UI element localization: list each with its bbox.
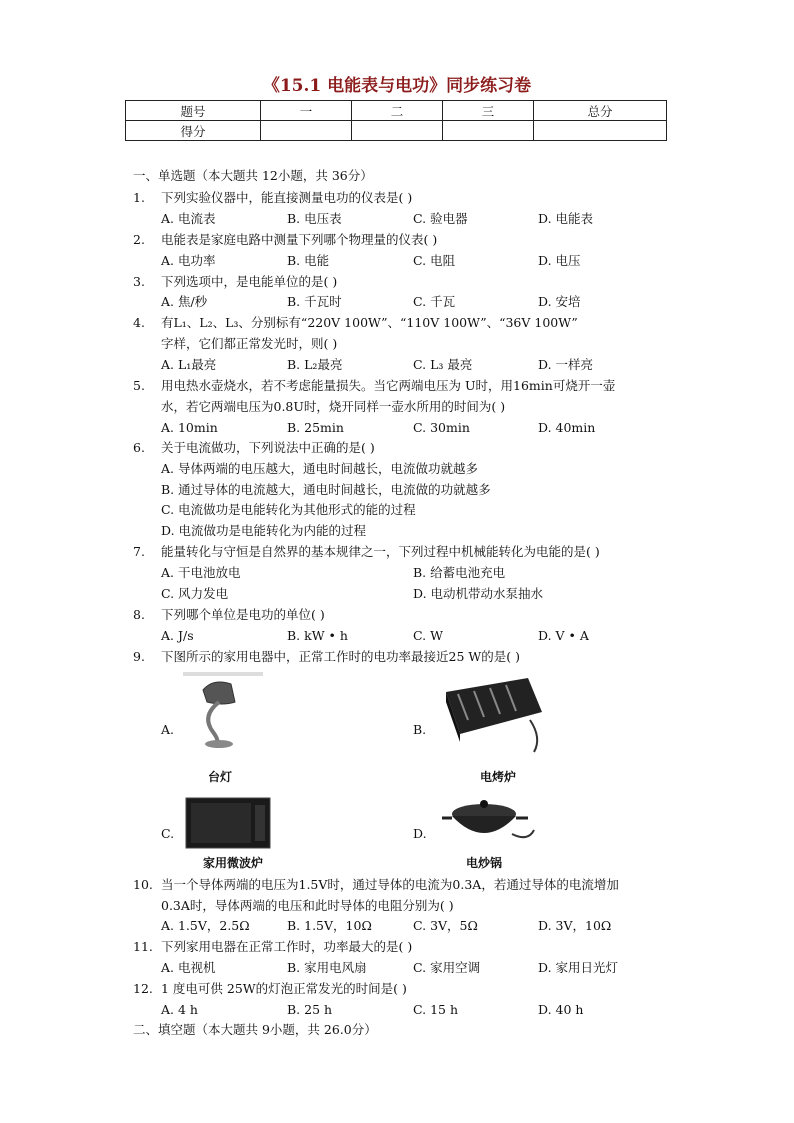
question-number: 11. <box>133 939 153 954</box>
option-b: B. 电压表 <box>287 211 342 226</box>
option-a: A. 电功率 <box>161 253 216 268</box>
question-text: 下图所示的家用电器中，正常工作时的电功率最接近25 W的是( ) <box>161 649 520 664</box>
question-number: 3. <box>133 274 145 289</box>
score-cell <box>534 121 667 141</box>
electric-oven-image <box>438 672 546 761</box>
option-d: D. 40min <box>538 420 596 435</box>
score-cell <box>443 121 534 141</box>
caption-desk-lamp: 台灯 <box>208 770 233 784</box>
score-row-label: 得分 <box>126 121 261 141</box>
option-b: B. L₂最亮 <box>287 357 343 372</box>
question-text: 关于电流做功，下列说法中正确的是( ) <box>161 440 375 455</box>
question-text-continued: 0.3A时，导体两端的电压和此时导体的电阻分别为( ) <box>161 898 454 913</box>
caption-microwave: 家用微波炉 <box>203 856 264 870</box>
option-a: A. 10min <box>161 420 218 435</box>
option-d: D. 电动机带动水泵抽水 <box>413 586 544 601</box>
score-cell <box>261 121 352 141</box>
option-a: A. <box>161 722 175 737</box>
option-a: A. 导体两端的电压越大，通电时间越长，电流做功就越多 <box>161 461 478 476</box>
option-d: D. 3V，10Ω <box>538 918 612 933</box>
option-b: B. 家用电风扇 <box>287 960 367 975</box>
option-c: C. 电流做功是电能转化为其他形式的能的过程 <box>161 502 416 517</box>
option-b: B. <box>413 722 427 737</box>
score-header-cell: 题号 <box>126 101 261 121</box>
question-text: 下列哪个单位是电功的单位( ) <box>161 607 325 622</box>
option-c: C. 风力发电 <box>161 586 229 601</box>
option-b: B. 25 h <box>287 1002 333 1017</box>
option-c: C. L₃ 最亮 <box>413 357 473 372</box>
question-text: 有L₁、L₂、L₃、分别标有“220V 100W”、“110V 100W”、“36V 100W” <box>161 315 578 330</box>
option-d: D. 电能表 <box>538 211 594 226</box>
option-a: A. L₁最亮 <box>161 357 217 372</box>
option-c: C. W <box>413 628 443 643</box>
option-b: B. 25min <box>287 420 344 435</box>
option-d: D. 一样亮 <box>538 357 594 372</box>
option-a: A. 电流表 <box>161 211 216 226</box>
option-b: B. 千瓦时 <box>287 294 342 309</box>
option-a: A. 4 h <box>161 1002 198 1017</box>
option-a: A. 焦/秒 <box>161 294 208 309</box>
question-text: 用电热水壶烧水，若不考虑能量损失。当它两端电压为 U时，用16min可烧开一壶 <box>161 378 616 393</box>
option-b: B. kW • h <box>287 628 348 643</box>
option-a: A. J/s <box>161 628 194 643</box>
question-number: 2. <box>133 232 145 247</box>
electric-wok-image <box>442 794 538 853</box>
page-title: 《15.1 电能表与电功》同步练习卷 <box>262 76 532 96</box>
section-heading-fill-in: 二、填空题（本大题共 9小题，共 26.0分） <box>133 1022 377 1037</box>
question-number: 12. <box>133 981 153 996</box>
option-c: C. 30min <box>413 420 470 435</box>
question-number: 8. <box>133 607 145 622</box>
section-heading-single-choice: 一、单选题（本大题共 12小题，共 36分） <box>133 168 373 183</box>
option-d: D. <box>413 826 427 841</box>
question-text: 下列选项中，是电能单位的是( ) <box>161 274 338 289</box>
option-a: A. 1.5V，2.5Ω <box>161 918 250 933</box>
question-text-continued: 水，若它两端电压为0.8U时，烧开同样一壶水所用的时间为( ) <box>161 399 506 414</box>
option-c: C. 千瓦 <box>413 294 456 309</box>
option-c: C. 验电器 <box>413 211 468 226</box>
question-text: 电能表是家庭电路中测量下列哪个物理量的仪表( ) <box>161 232 438 247</box>
option-a: A. 电视机 <box>161 960 216 975</box>
option-c: C. <box>161 826 175 841</box>
option-c: C. 15 h <box>413 1002 458 1017</box>
score-header-cell: 二 <box>352 101 443 121</box>
option-c: C. 家用空调 <box>413 960 481 975</box>
caption-electric-wok: 电炒锅 <box>466 856 503 870</box>
option-d: D. 安培 <box>538 294 581 309</box>
option-a: A. 干电池放电 <box>161 565 241 580</box>
caption-electric-oven: 电烤炉 <box>480 770 517 784</box>
question-text: 当一个导体两端的电压为1.5V时，通过导体的电流为0.3A，若通过导体的电流增加 <box>161 877 619 892</box>
option-d: D. 电流做功是电能转化为内能的过程 <box>161 523 367 538</box>
question-text: 下列家用电器在正常工作时，功率最大的是( ) <box>161 939 413 954</box>
option-d: D. V • A <box>538 628 589 643</box>
question-text: 1 度电可供 25W的灯泡正常发光的时间是( ) <box>161 981 407 996</box>
option-c: C. 电阻 <box>413 253 456 268</box>
option-b: B. 电能 <box>287 253 330 268</box>
score-header-cell: 总分 <box>534 101 667 121</box>
question-number: 4. <box>133 315 145 330</box>
question-number: 1. <box>133 190 145 205</box>
option-b: B. 给蓄电池充电 <box>413 565 506 580</box>
desk-lamp-image <box>183 672 263 753</box>
question-text: 下列实验仪器中，能直接测量电功的仪表是( ) <box>161 190 413 205</box>
score-header-cell: 三 <box>443 101 534 121</box>
option-d: D. 40 h <box>538 1002 584 1017</box>
option-d: D. 电压 <box>538 253 581 268</box>
microwave-image <box>185 797 271 852</box>
score-cell <box>352 121 443 141</box>
option-b: B. 1.5V，10Ω <box>287 918 372 933</box>
option-b: B. 通过导体的电流越大，通电时间越长，电流做的功就越多 <box>161 482 491 497</box>
question-number: 5. <box>133 378 145 393</box>
question-number: 7. <box>133 544 145 559</box>
option-c: C. 3V，5Ω <box>413 918 478 933</box>
question-number: 10. <box>133 877 153 892</box>
option-d: D. 家用日光灯 <box>538 960 619 975</box>
question-number: 9. <box>133 649 145 664</box>
score-table <box>125 100 667 141</box>
score-header-cell: 一 <box>261 101 352 121</box>
score-table-header-row <box>126 101 667 121</box>
question-text-continued: 字样，它们都正常发光时，则( ) <box>161 336 338 351</box>
question-number: 6. <box>133 440 145 455</box>
question-text: 能量转化与守恒是自然界的基本规律之一，下列过程中机械能转化为电能的是( ) <box>161 544 600 559</box>
score-table-score-row <box>126 121 667 141</box>
